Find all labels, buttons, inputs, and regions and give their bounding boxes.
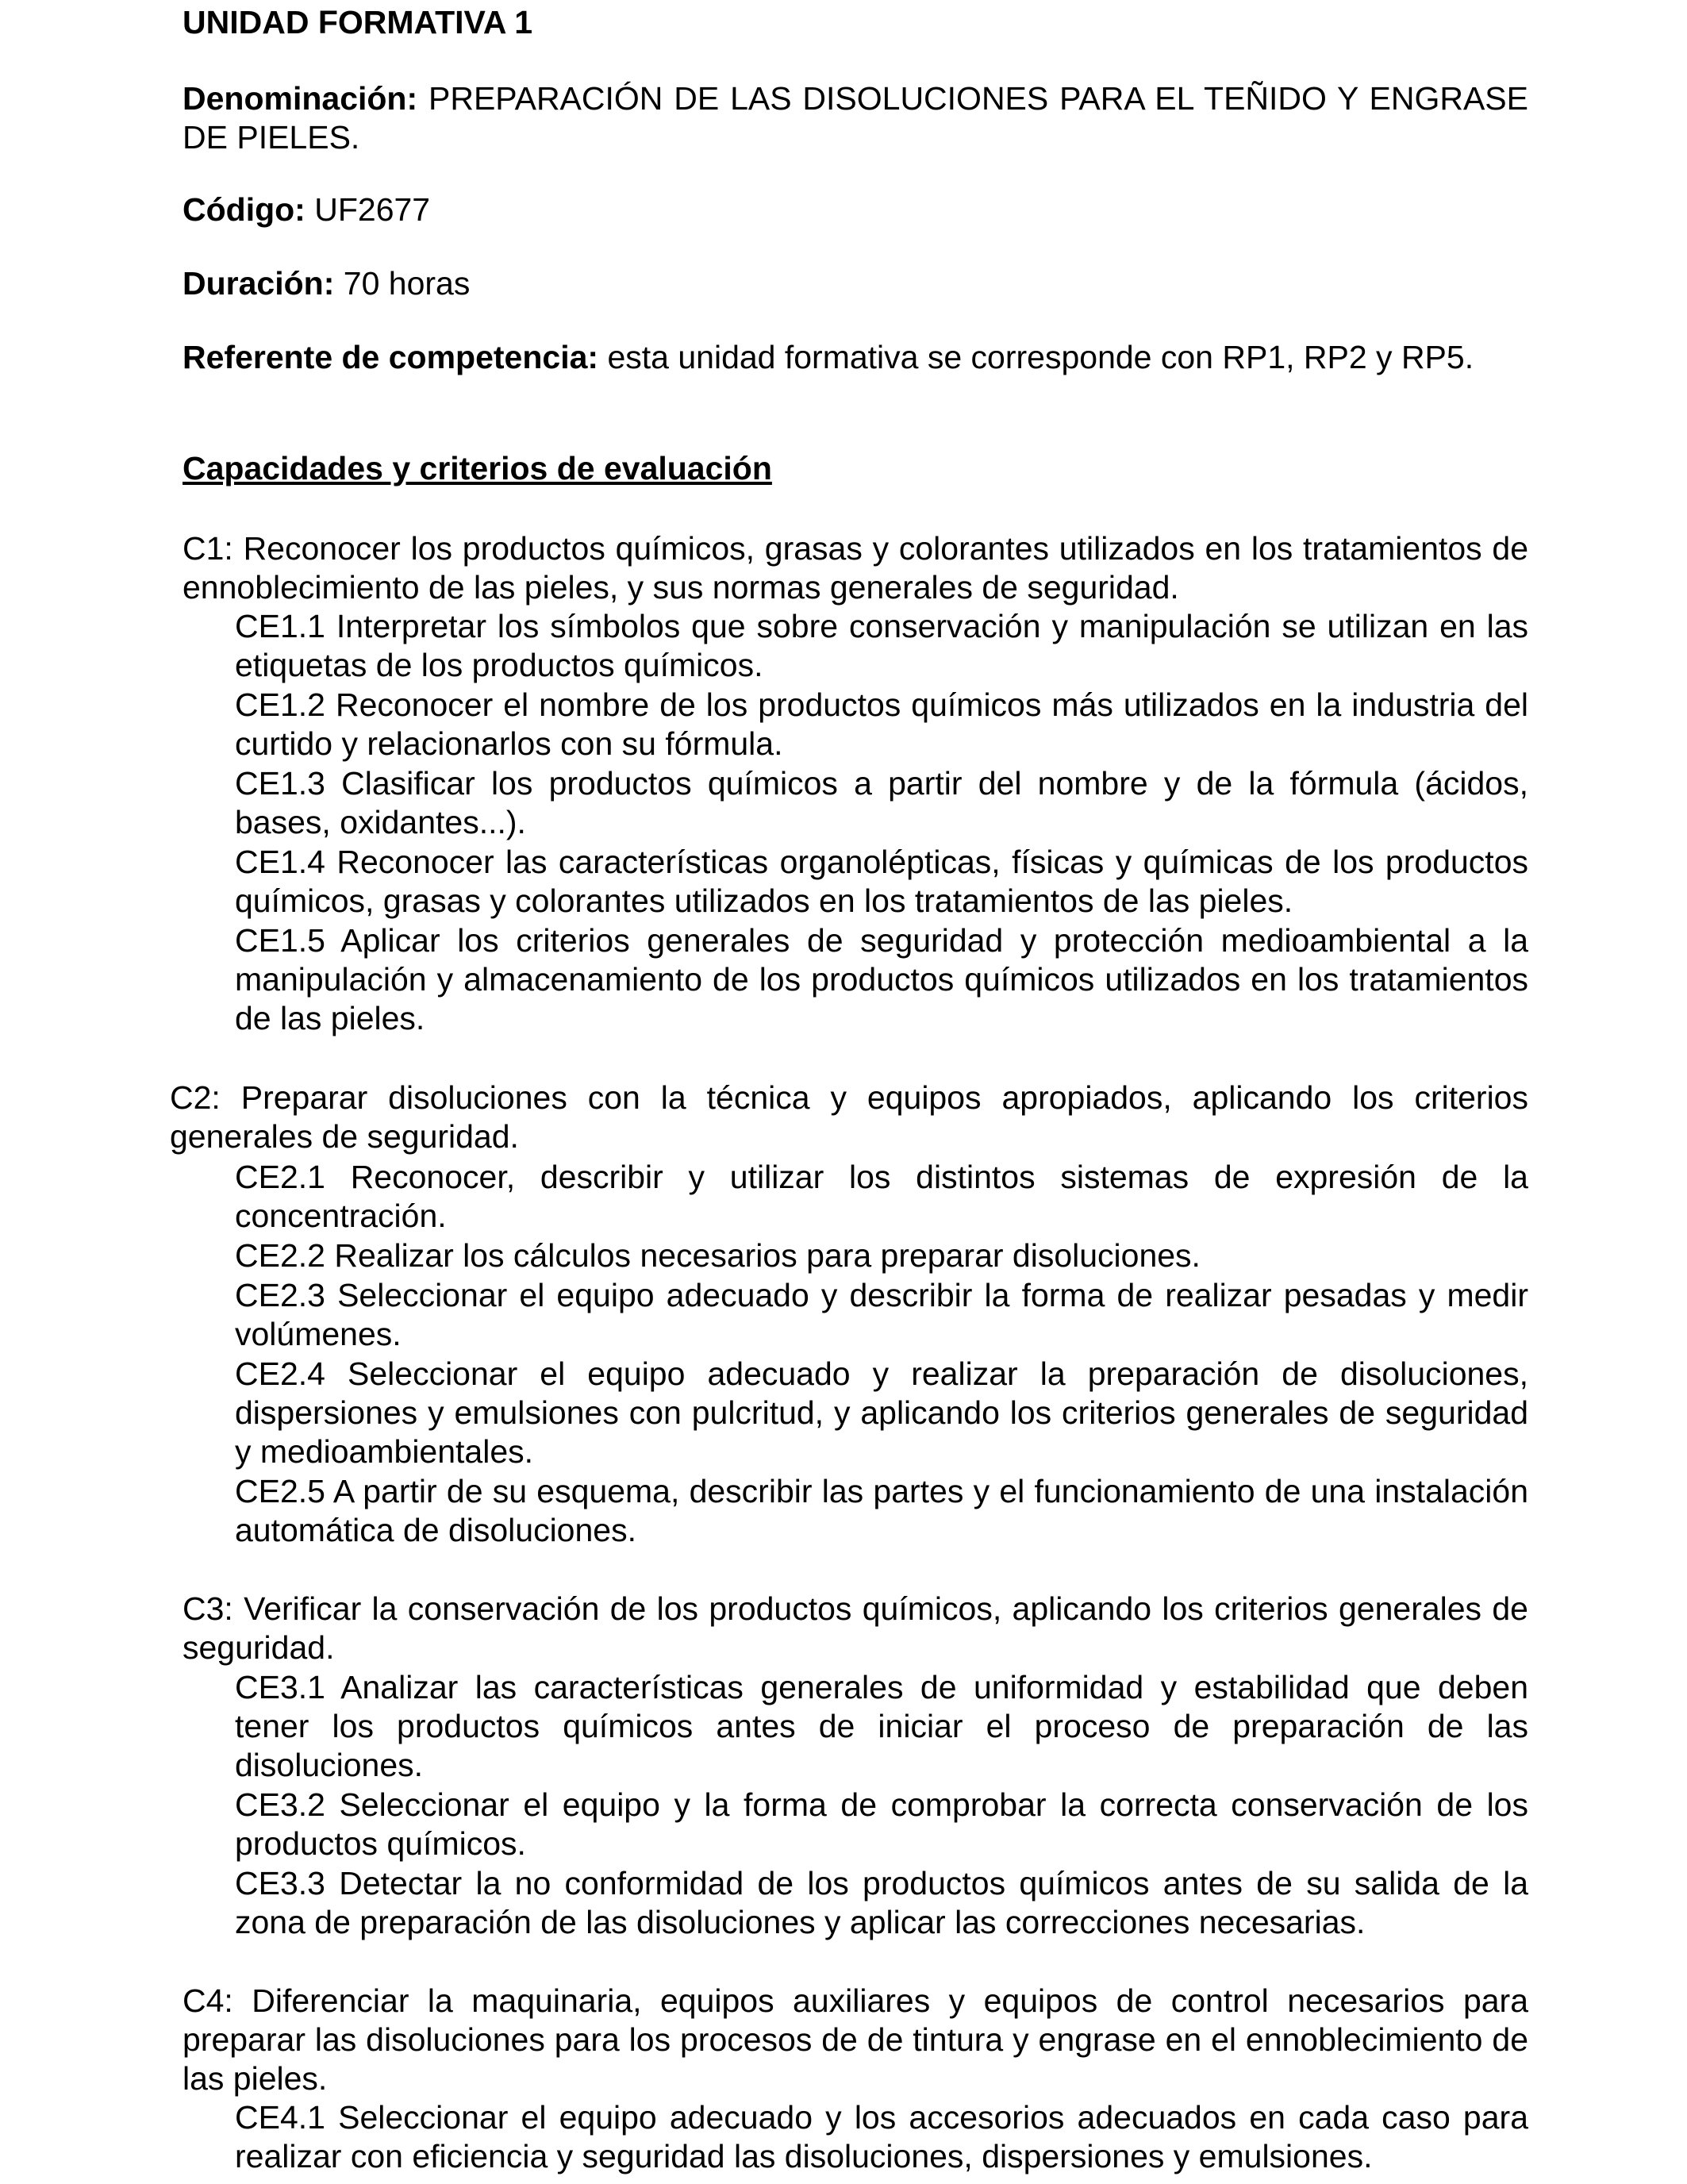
codigo-field <box>183 190 1528 229</box>
criterio-ce1-5: CE1.5 Aplicar los criterios generales de seguridad y protección medioambiental a la manipulación y almacenamiento de los productos químicos utilizados en los tratamientos de las pieles. <box>235 922 1528 1036</box>
codigo-value: UF2677 <box>314 191 431 228</box>
criterio-ce1-2: CE1.2 Reconocer el nombre de los productos químicos más utilizados en la industria del curtido y relacionarlos con su fórmula. <box>235 686 1528 762</box>
criterio-ce3-2: CE3.2 Seleccionar el equipo y la forma de comprobar la correcta conservación de los productos químicos. <box>235 1786 1528 1862</box>
criterio-ce2-1: CE2.1 Reconocer, describir y utilizar los distintos sistemas de expresión de la concentración. <box>235 1159 1528 1234</box>
duracion-value: 70 horas <box>343 265 471 302</box>
criterio-ce3-1: CE3.1 Analizar las características generales de uniformidad y estabilidad que deben tener los productos químicos antes de iniciar el proceso de preparación de las disoluciones. <box>235 1669 1528 1783</box>
criterio-ce4-1: CE4.1 Seleccionar el equipo adecuado y los accesorios adecuados en cada caso para realizar con eficiencia y seguridad las disoluciones, dispersiones y emulsiones. <box>235 2099 1528 2174</box>
capacidad-c4: C4: Diferenciar la maquinaria, equipos auxiliares y equipos de control necesarios para preparar las disoluciones para los procesos de de tintura y engrase en el ennoblecimiento de las pieles. <box>183 1982 1528 2097</box>
criterio-ce2-5: CE2.5 A partir de su esquema, describir las partes y el funcionamiento de una instalación automática de disoluciones. <box>235 1473 1528 1548</box>
denominacion-field <box>183 79 1528 157</box>
criterio-ce3-3: CE3.3 Detectar la no conformidad de los productos químicos antes de su salida de la zona de preparación de las disoluciones y aplicar las correcciones necesarias. <box>235 1865 1528 1940</box>
duracion-field <box>183 264 1528 303</box>
capacidad-c1: C1: Reconocer los productos químicos, grasas y colorantes utilizados en los tratamientos de ennoblecimiento de las pieles, y sus normas generales de seguridad. <box>183 530 1528 606</box>
criterio-ce1-1: CE1.1 Interpretar los símbolos que sobre conservación y manipulación se utilizan en las etiquetas de los productos químicos. <box>235 608 1528 683</box>
criterio-ce2-2: CE2.2 Realizar los cálculos necesarios para preparar disoluciones. <box>235 1237 1201 1274</box>
criterio-ce1-3: CE1.3 Clasificar los productos químicos a partir del nombre y de la fórmula (ácidos, bases, oxidantes...). <box>235 765 1528 840</box>
referente-label: Referente de competencia: <box>183 339 599 375</box>
referente-value: esta unidad formativa se corresponde con RP1, RP2 y RP5. <box>607 339 1474 375</box>
criterio-ce1-4: CE1.4 Reconocer las características organolépticas, físicas y químicas de los productos químicos, grasas y colorantes utilizados en los tratamientos de las pieles. <box>235 844 1528 919</box>
referente-field <box>183 338 1528 377</box>
denominacion-value: PREPARACIÓN DE LAS DISOLUCIONES PARA EL TEÑIDO Y ENGRASE DE PIELES. <box>183 80 1528 156</box>
capacidad-c2: C2: Preparar disoluciones con la técnica y equipos apropiados, aplicando los criterios generales de seguridad. <box>170 1079 1528 1155</box>
criterio-ce2-3: CE2.3 Seleccionar el equipo adecuado y describir la forma de realizar pesadas y medir volúmenes. <box>235 1277 1528 1352</box>
unit-title: UNIDAD FORMATIVA 1 <box>183 4 533 40</box>
section-title: Capacidades y criterios de evaluación <box>183 450 772 486</box>
denominacion-label: Denominación: <box>183 80 418 117</box>
duracion-label: Duración: <box>183 265 335 302</box>
capacidad-c3: C3: Verificar la conservación de los productos químicos, aplicando los criterios generales de seguridad. <box>183 1590 1528 1666</box>
codigo-label: Código: <box>183 191 306 228</box>
criterio-ce2-4: CE2.4 Seleccionar el equipo adecuado y realizar la preparación de disoluciones, dispersiones y emulsiones con pulcritud, y aplicando los criterios generales de seguridad y medioambientales. <box>235 1355 1528 1470</box>
